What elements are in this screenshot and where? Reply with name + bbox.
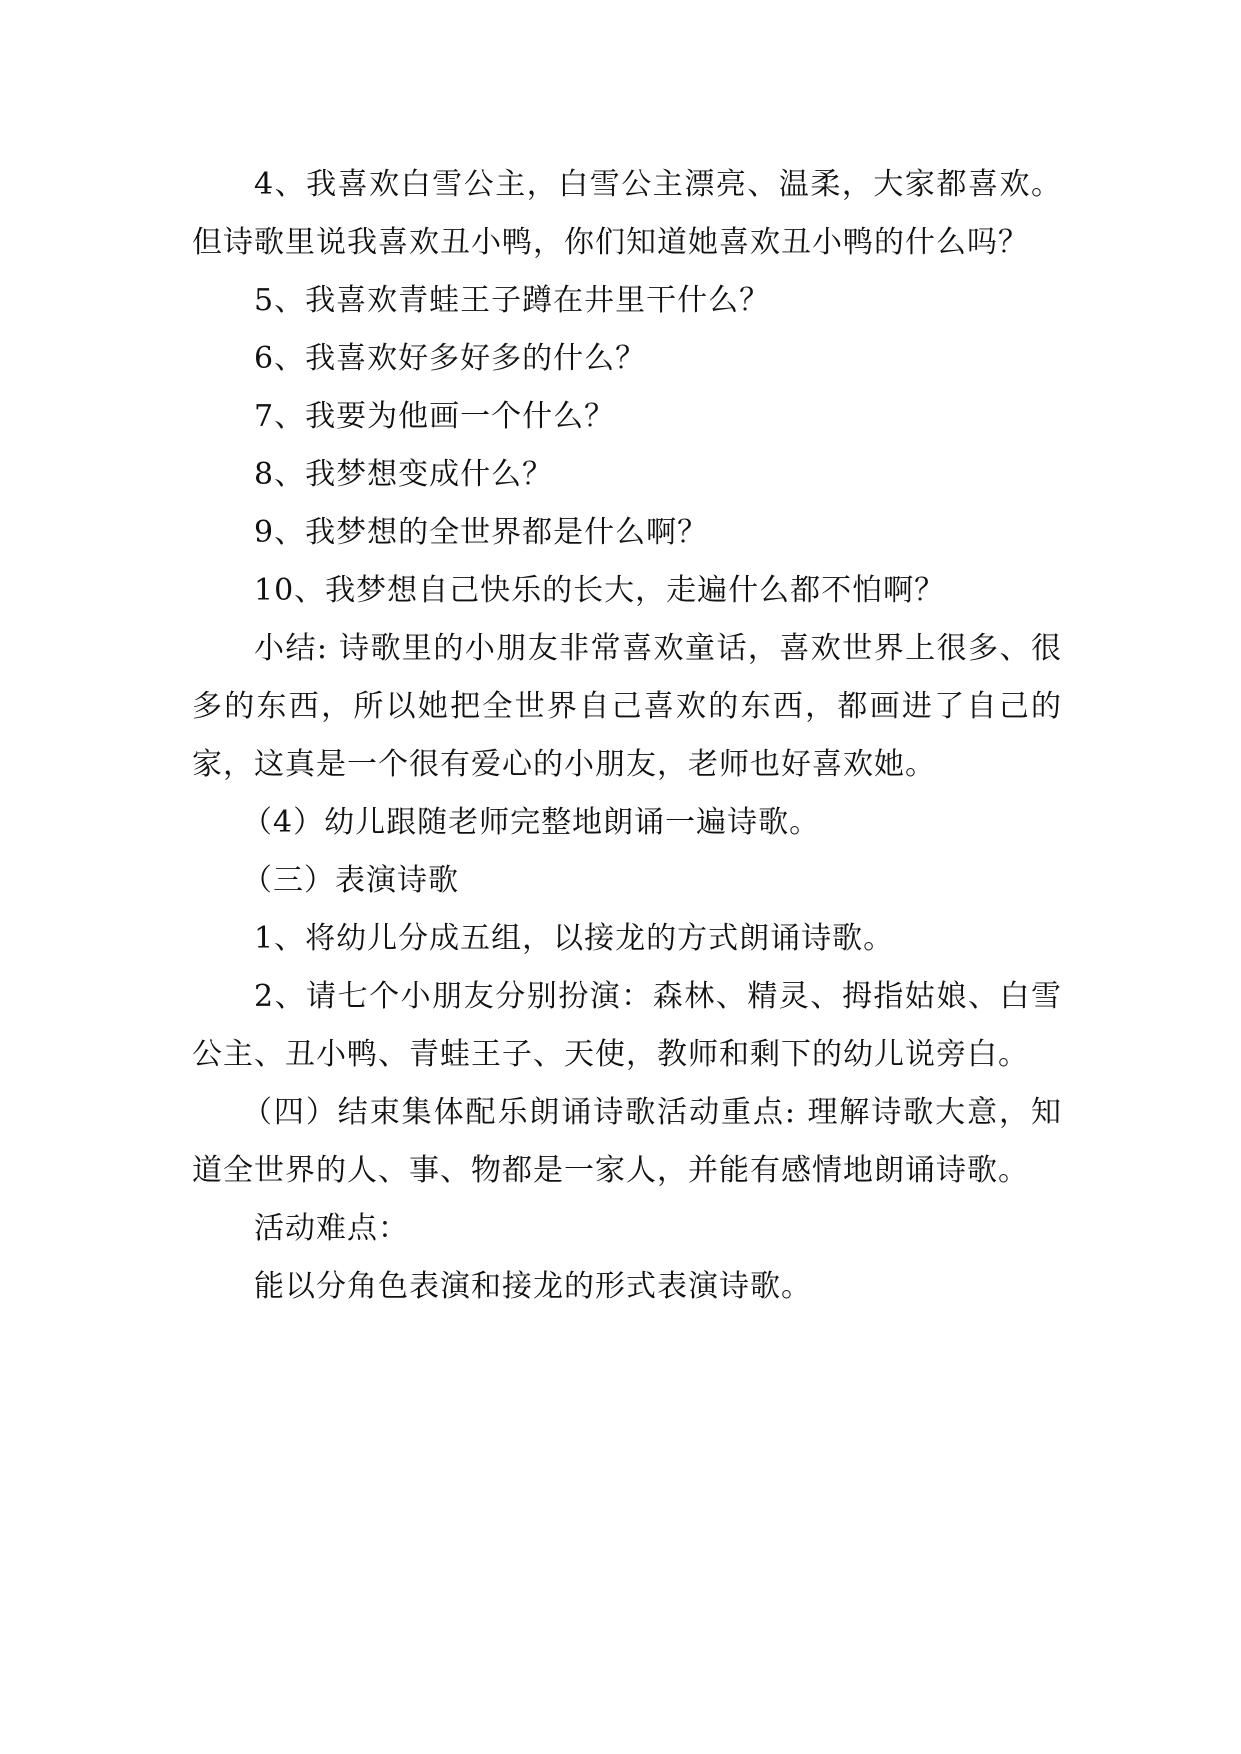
recite-step: （4）幼儿跟随老师完整地朗诵一遍诗歌。 bbox=[242, 805, 821, 840]
question-7: 7、我要为他画一个什么？ bbox=[254, 399, 616, 434]
question-10: 10、我梦想自己快乐的长大，走遍什么都不怕啊？ bbox=[254, 573, 946, 608]
question-9: 9、我梦想的全世界都是什么啊？ bbox=[254, 515, 709, 550]
document-body bbox=[192, 156, 1062, 1316]
question-5: 5、我喜欢青蛙王子蹲在井里干什么？ bbox=[254, 283, 771, 318]
question-6: 6、我喜欢好多好多的什么？ bbox=[254, 341, 647, 376]
section-heading-perform: （三）表演诗歌 bbox=[242, 863, 459, 898]
question-4: 4、我喜欢白雪公主，白雪公主漂亮、温柔，大家都喜欢。但诗歌里说我喜欢丑小鸭，你们知道她喜欢丑小鸭的什么吗？ bbox=[192, 167, 1062, 260]
difficulty-text: 能以分角色表演和接龙的形式表演诗歌。 bbox=[254, 1269, 812, 1304]
summary-paragraph: 小结: 诗歌里的小朋友非常喜欢童话，喜欢世界上很多、很多的东西，所以她把全世界自己喜欢的东西，都画进了自己的家，这真是一个很有爱心的小朋友，老师也好喜欢她。 bbox=[192, 631, 1062, 782]
difficulty-heading: 活动难点： bbox=[254, 1211, 409, 1246]
perform-step-1: 1、将幼儿分成五组，以接龙的方式朗诵诗歌。 bbox=[254, 921, 895, 956]
question-8: 8、我梦想变成什么？ bbox=[254, 457, 554, 492]
section-heading-ending: （四）结束集体配乐朗诵诗歌活动重点: 理解诗歌大意，知道全世界的人、事、物都是一家人，并能有感情地朗诵诗歌。 bbox=[192, 1095, 1062, 1188]
perform-step-2: 2、请七个小朋友分别扮演：森林、精灵、拇指姑娘、白雪公主、丑小鸭、青蛙王子、天使，教师和剩下的幼儿说旁白。 bbox=[192, 979, 1062, 1072]
